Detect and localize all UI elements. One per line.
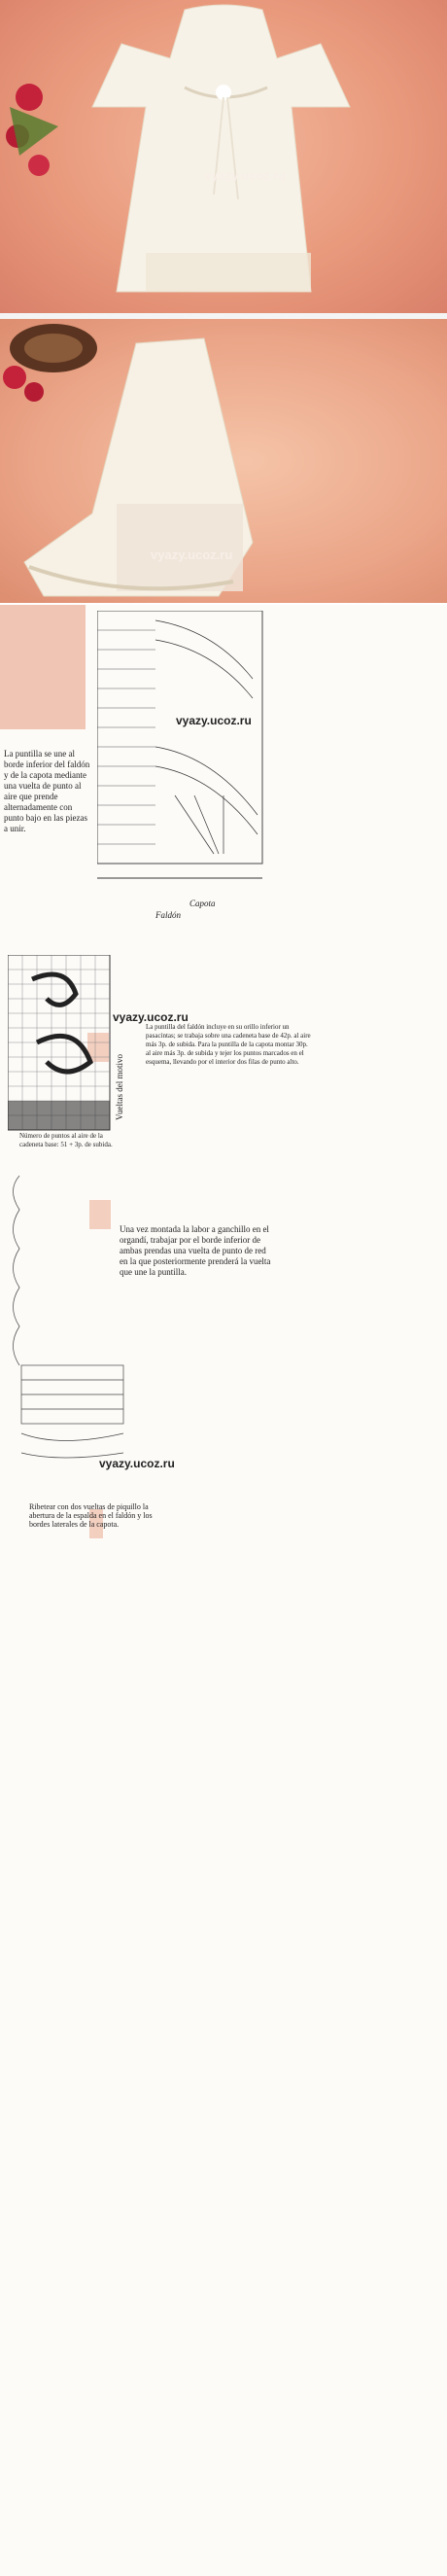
diagram-section bbox=[0, 605, 447, 2576]
caption-ribetear: Ribetear con dos vueltas de piquillo la abertura de la espalda en el faldón y los bordes laterales de la capota. bbox=[29, 1502, 153, 1529]
corner-chart bbox=[2, 1171, 128, 1463]
watermark: vyazy.ucoz.ru bbox=[176, 714, 252, 727]
watermark: vyazy.ucoz.ru bbox=[113, 1010, 189, 1024]
filet-chart bbox=[8, 955, 115, 1135]
label-faldon: Faldón bbox=[155, 910, 181, 920]
decorative-block bbox=[0, 605, 86, 729]
watermark: vyazy.ucoz.ru bbox=[99, 1457, 175, 1470]
gown-illustration bbox=[0, 0, 447, 313]
vertical-label: Vueltas del motivo bbox=[115, 1054, 124, 1120]
lace-chart bbox=[97, 611, 272, 883]
gown-photo bbox=[0, 0, 447, 313]
caption-lace: La puntilla se une al borde inferior del faldón y de la capota mediante una vuelta de punto al aire que prende alternadamente con punto bajo en las piezas a unir. bbox=[4, 749, 90, 833]
watermark: vyazy.ucoz.ru bbox=[204, 168, 287, 183]
caption-pasacintas: La puntilla del faldón incluye en su orillo inferior un pasacintas; se trabaja sobre una cadeneta base de 42p. al aire más 3p. de subida. Para la puntilla de la capota montar 30p. al aire más 3p. de subida y tejer los puntos marcados en el esquema, llevando por el interior dos filas de punto alto. bbox=[146, 1023, 311, 1066]
bonnet-photo bbox=[0, 319, 447, 603]
label-capota: Capota bbox=[189, 899, 216, 908]
watermark: vyazy.ucoz.ru bbox=[151, 547, 233, 562]
caption-organdi: Una vez montada la labor a ganchillo en el organdí, trabajar por el borde inferior de ambas prendas una vuelta de punto de red en la que posteriormente prenderá la vuelta que une la puntilla. bbox=[120, 1224, 271, 1277]
caption-points: Número de puntos al aire de la cadeneta base: 51 + 3p. de subida. bbox=[19, 1132, 113, 1148]
